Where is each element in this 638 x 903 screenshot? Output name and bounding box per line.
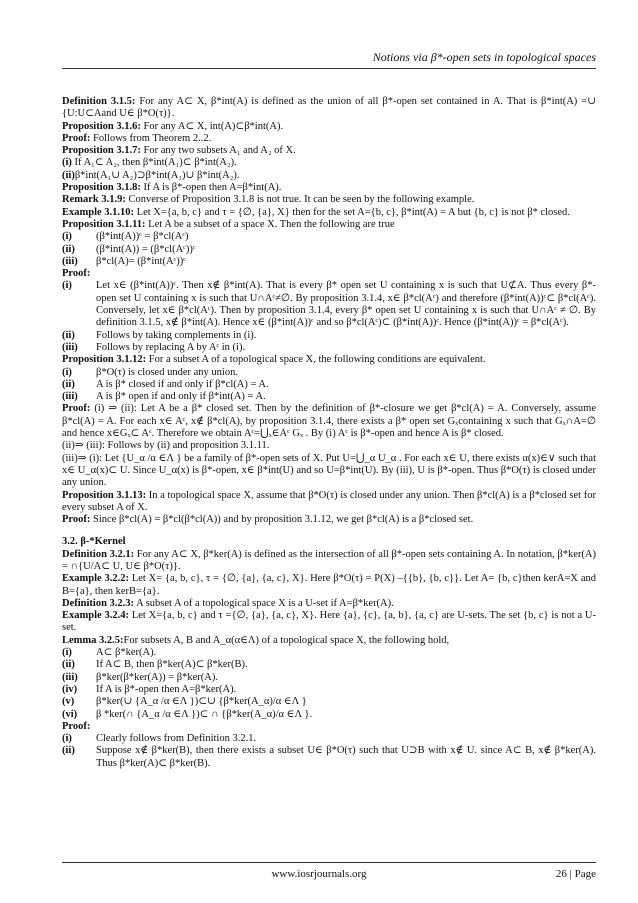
list-item [62,733,596,745]
bold-heading: Definition 3.2.3: [62,597,135,609]
body-text: β*int(A₁∪ A₂)⊃β*int(A₁)∪ β*int(A₂). [74,169,240,181]
bold-heading: Example 3.1.10: [62,206,135,218]
header-rule [62,68,596,69]
paragraph [62,403,596,440]
item-text: β *ker(∩ {A_α /α ∈Λ })⊂ ∩ {β*ker(A_α)/α ∈Λ }. [96,708,313,720]
bold-heading: Definition 3.2.1: [62,548,135,560]
bold-heading: Lemma 3.2.5: [62,634,124,646]
item-text: A⊂ β*ker(A). [96,647,157,659]
list-item [62,244,596,256]
item-text: (β*int(A))ᶜ = β*cl(Aᶜ) [96,231,189,243]
body-text: For any A⊂ X, β*int(A) is defined as the union of all β*-open set contained in A. That is β*int(A) =∪ {U:U⊂Aand U∈ β*O(τ)}. [62,96,597,120]
item-text: A is β* closed if and only if β*cl(A) = A. [96,378,269,390]
paragraph [62,354,596,366]
paragraph [62,194,596,206]
item-label: (iv) [62,683,78,695]
list-item [62,745,596,770]
paragraph [62,490,596,515]
paragraph [62,635,596,647]
body-text: For any two subsets A₁ and A₂ of X. [140,145,296,157]
bold-heading: Remark 3.1.9: [62,194,126,206]
paragraph [62,598,596,610]
bold-heading: Proof: [62,268,91,280]
body-text: Let X={a, b, c} and τ = {∅, {a}, X} then for the set A={b, c}, β*int(A) = A but {b, c} is not β* closed. [134,206,570,218]
item-label: (ii) [62,378,75,390]
body-text: For a subset A of a topological space X, the following conditions are equivalent. [146,354,486,366]
body-text: (iii)⇒ (i): Let {U_α /α ∈Λ } be a family of β*-open sets of X. Put U=⋃_α U_α . For each x∈ U, there exists α(x)∈∨ such that x∈ U_α(x)⊂ U. Since U_α(x) is β*-open, x∈ β*int(U) and so U=β*int(U). By (iii), U is β*-open. Thus β*O(τ) is closed under any union. [62,452,596,489]
item-label: (i) [62,366,72,378]
page-number: 26 | Page [555,868,596,880]
footer-url: www.iosrjournals.org [271,868,367,880]
body-text: Converse of Proposition 3.1.8 is not true. It can be seen by the following example. [125,194,475,206]
list-item [62,330,596,342]
list-item [62,709,596,721]
paragraph [62,170,596,182]
list-item [62,659,596,671]
item-text: (β*int(A)) = (β*cl(Aᶜ))ᶜ [96,243,196,255]
bold-heading: Example 3.2.4: [62,610,129,622]
body-text: If A is β*-open then A=β*int(A). [140,182,282,194]
paragraph [62,96,596,121]
list-item [62,647,596,659]
bold-heading: 3.2. β-*Kernel [62,536,126,548]
body-text: Let A be a subset of a space X. Then the following are true [145,218,395,230]
item-label: (ii) [62,329,75,341]
section-gap [62,526,596,536]
body-text: Since β*cl(A) = β*cl(β*cl(A)) and by proposition 3.1.12, we get β*cl(A) is a β*closed set. [90,514,474,526]
body-text: A subset A of a topological space X is a U-set if A=β*ker(A). [134,597,394,609]
list-item [62,672,596,684]
bold-heading: Proof: [62,514,91,526]
item-label: (ii) [62,659,75,671]
item-text: Suppose x∉ β*ker(B), then there exists a subset U∈ β*O(τ) such that U⊃B with x∉ U. since A⊂ B, x∉ β*ker(A). Thus β*ker(A)⊂ β*ker(B). [96,745,596,769]
body-text: (i) ⇒ (ii): Let A be a β* closed set. Then by the definition of β*-closure we get β*cl(A) = A. Conversely, assume β*cl(A) = A. For each x∈ Aᶜ, x∉ β*cl(A), by proposition 3.1.4, there exists a β* open set Gₓcontaining x such that Gₓ∩A=∅ and hence x∈Gₓ⊂ Aᶜ. Therefore we obtain Aᶜ=⋃ₓ∈Aᶜ Gₓ . By (i) Aᶜ is β*-open and hence A is β* closed. [62,403,596,440]
item-text: Clearly follows from Definition 3.2.1. [96,733,257,745]
bold-heading: Proposition 3.1.8: [62,182,141,194]
paragraph [62,157,596,169]
body-text: For any A⊂ X, β*ker(A) is defined as the intersection of all β*-open sets containing A. In notation, β*ker(A) = ∩{U/A⊂ U, U∈ β*O(τ)}. [62,548,596,572]
item-text: A is β* open if and only if β*int(A) = A. [96,391,266,403]
body-text: Follows from Theorem 2..2. [90,132,212,144]
paragraph [62,721,596,733]
item-text: β*O(τ) is closed under any union. [96,366,238,378]
item-label: (i) [62,231,72,243]
bold-heading: Example 3.2.2: [62,573,129,585]
list-item [62,379,596,391]
paragraph [62,207,596,219]
item-text: β*cl(A)= (β*int(Aᶜ))ᶜ [96,255,186,267]
bold-heading: Proposition 3.1.6: [62,120,141,132]
item-text: If A⊂ B, then β*ker(A)⊂ β*ker(B). [96,659,248,671]
item-text: β*ker(∪ {A_α /α ∈Λ })⊂∪ {β*ker(A_α)/α ∈Λ } [96,696,307,708]
paragraph [62,268,596,280]
footer-rule [62,862,596,863]
item-label: (iii) [62,391,78,403]
item-label: (ii) [62,243,75,255]
item-text: Let x∈ (β*int(A))ᶜ. Then x∉ β*int(A). That is every β* open set U containing x is such that U⊄A. Thus every β*-open set U containing x is such that U∩Aᶜ≠∅. By proposition 3.1.4, x∈ β*cl(Aᶜ) and therefore (β*int(A))ᶜ⊂ β*cl(Aᶜ). Conversely, let x∈ β*cl(Aᶜ). Then by proposition 3.1.4, every β* open set U containing x is such that U∩Aᶜ ≠ ∅. By definition 3.1.5, x∉ β*int(A). Hence x∈ (β*int(A))ᶜ and so β*cl(Aᶜ)⊂ (β*int(A))ᶜ. Hence (β*int(A))ᶜ = β*cl(Aᶜ). [96,280,596,329]
paper-body [62,96,596,770]
bold-heading: (ii) [62,169,75,181]
item-text: If A is β*-open then A=β*ker(A). [96,683,237,695]
body-text: If A₁⊂ A₂, then β*int(A₁)⊂ β*int(A₂). [71,157,237,169]
paragraph [62,133,596,145]
bold-heading: Proposition 3.1.13: [62,489,147,501]
item-label: (i) [62,647,72,659]
list-item [62,391,596,403]
list-item [62,367,596,379]
paragraph [62,453,596,490]
paragraph [62,573,596,598]
item-label: (iii) [62,341,78,353]
body-text: In a topological space X, assume that β*O(τ) is closed under any union. Then β*cl(A) is a β*closed set for every subset A of X. [62,489,596,513]
item-label: (i) [62,733,72,745]
paragraph [62,536,596,548]
item-label: (iii) [62,255,78,267]
running-header: Notions via β*-open sets in topological spaces [372,50,596,64]
list-item [62,280,596,329]
bold-heading: Proposition 3.1.7: [62,145,141,157]
list-item [62,231,596,243]
body-text: For any A⊂ X, int(A)⊂β*int(A). [140,120,284,132]
bold-heading: Definition 3.1.5: [62,96,136,107]
body-text: Let X= {a, b, c}, τ = {∅, {a}, {a, c}, X}. Here β*O(τ) = P(X) –{{b}, {b, c}}. Let A= {b, c}then kerA=X and B={a}, then kerB={a}. [62,573,596,597]
list-item [62,342,596,354]
bold-heading: (i) [62,157,72,169]
paragraph [62,549,596,574]
list-item [62,696,596,708]
body-text: Let X={a, b, c} and τ ={∅, {a}, {a, c}, X}. Here {a}, {c}, {a, b}, {a, c} are U-sets. The set {b, c} is not a U-set. [62,610,597,634]
list-item [62,256,596,268]
body-text: For subsets A, B and A_α(α∈Λ) of a topological space X, the following hold, [123,634,450,646]
item-text: β*ker(β*ker(A)) = β*ker(A). [96,671,218,683]
item-label: (ii) [62,745,75,757]
paragraph [62,121,596,133]
paragraph [62,440,596,452]
paragraph [62,219,596,231]
paragraph [62,182,596,194]
item-label: (v) [62,696,75,708]
list-item [62,684,596,696]
item-label: (vi) [62,708,78,720]
paragraph [62,514,596,526]
item-label: (i) [62,280,72,292]
body-text: (ii)⇒ (iii): Follows by (ii) and proposition 3.1.11. [62,440,270,452]
bold-heading: Proof: [62,132,91,144]
paragraph [62,610,596,635]
bold-heading: Proposition 3.1.11: [62,218,146,230]
bold-heading: Proposition 3.1.12: [62,354,147,366]
item-text: Follows by taking complements in (i). [96,329,257,341]
bold-heading: Proof: [62,720,91,732]
item-label: (iii) [62,671,78,683]
item-text: Follows by replacing A by Aᶜ in (i). [96,341,246,353]
paragraph [62,145,596,157]
bold-heading: Proof: [62,403,91,415]
